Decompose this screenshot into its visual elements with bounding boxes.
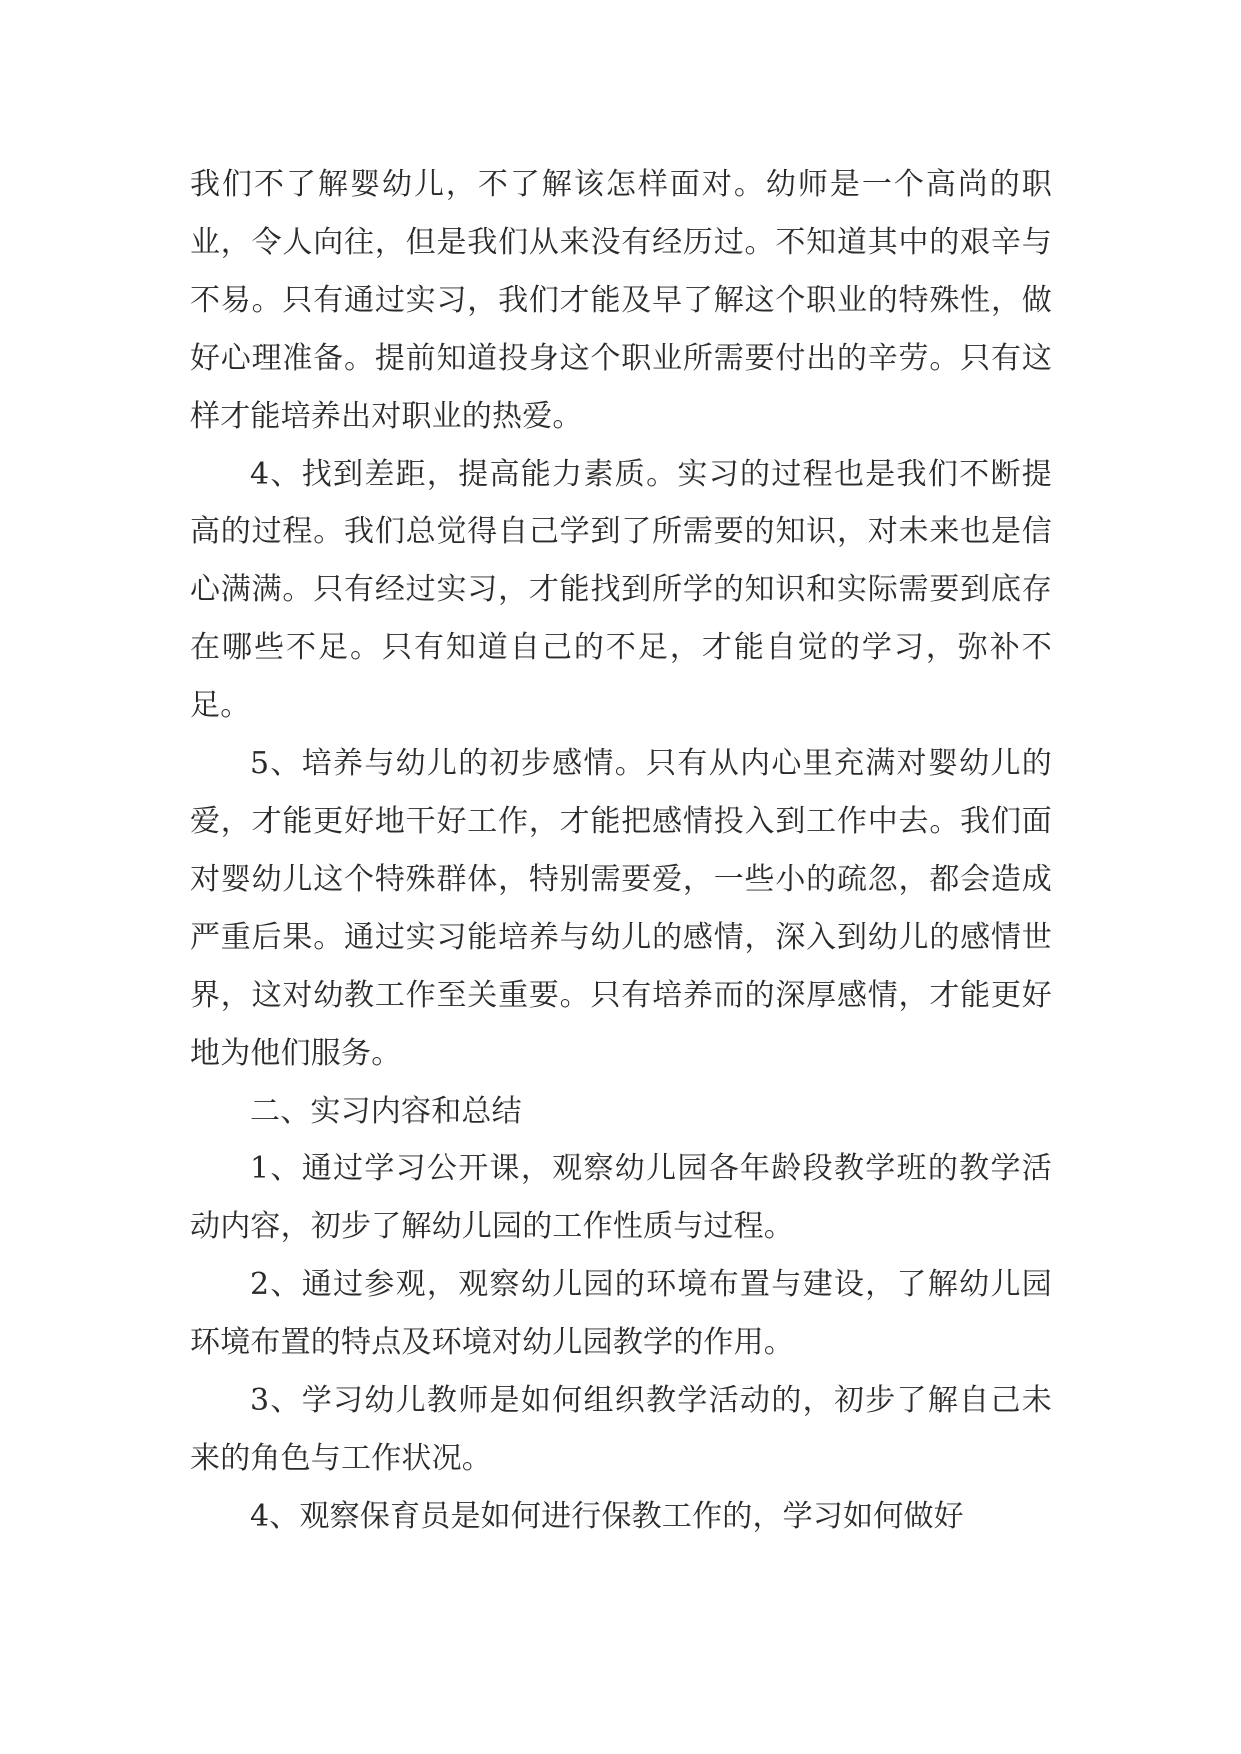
paragraph-content-2: 2、通过参观，观察幼儿园的环境布置与建设，了解幼儿园环境布置的特点及环境对幼儿园教学的作用。 — [190, 1267, 1052, 1361]
paragraph-content-4: 4、观察保育员是如何进行保教工作的，学习如何做好 — [250, 1498, 964, 1534]
paragraph-continuation: 我们不了解婴幼儿，不了解该怎样面对。幼师是一个高尚的职业，令人向往，但是我们从来没有经历过。不知道其中的艰辛与不易。只有通过实习，我们才能及早了解这个职业的特殊性，做好心理准备。提前知道投身这个职业所需要付出的辛劳。只有这样才能培养出对职业的热爱。 — [190, 167, 1052, 434]
document-body — [190, 156, 1052, 1546]
paragraph-content-1: 1、通过学习公开课，观察幼儿园各年龄段教学班的教学活动内容，初步了解幼儿园的工作性质与过程。 — [190, 1151, 1052, 1245]
section-heading-internship-content: 二、实习内容和总结 — [250, 1093, 522, 1129]
paragraph-item-4-gap: 4、找到差距，提高能力素质。实习的过程也是我们不断提高的过程。我们总觉得自己学到了所需要的知识，对未来也是信心满满。只有经过实习，才能找到所学的知识和实际需要到底存在哪些不足。只有知道自己的不足，才能自觉的学习，弥补不足。 — [190, 456, 1052, 724]
paragraph-content-3: 3、学习幼儿教师是如何组织教学活动的，初步了解自己未来的角色与工作状况。 — [190, 1383, 1052, 1476]
paragraph-item-5-emotion: 5、培养与幼儿的初步感情。只有从内心里充满对婴幼儿的爱，才能更好地干好工作，才能把感情投入到工作中去。我们面对婴幼儿这个特殊群体，特别需要爱，一些小的疏忽，都会造成严重后果。通过实习能培养与幼儿的感情，深入到幼儿的感情世界，这对幼教工作至关重要。只有培养而的深厚感情，才能更好地为他们服务。 — [190, 746, 1052, 1071]
